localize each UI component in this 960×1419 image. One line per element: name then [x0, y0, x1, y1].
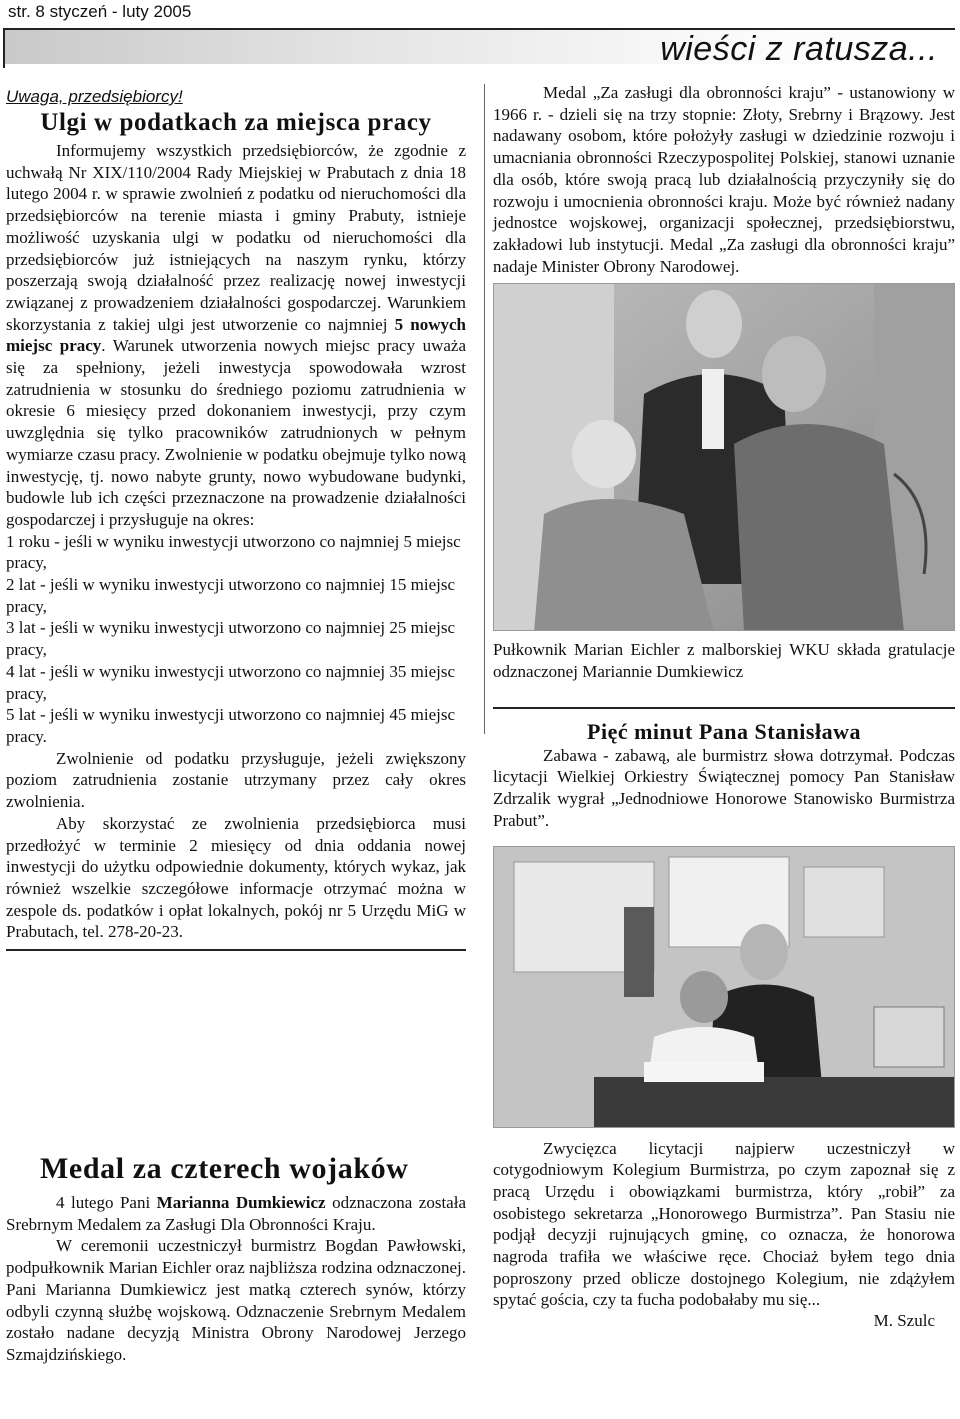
article-paragraph — [6, 140, 466, 531]
text-span: odznaczona została Srebrnym Medalem za Zasługi Dla Obronności Kraju. — [6, 1193, 466, 1234]
left-column — [6, 86, 466, 951]
section-divider — [6, 949, 466, 951]
article-paragraph: Aby skorzystać ze zwolnienia przedsiębiorca musi przedłożyć w terminie 2 miesięcy od dnia oddania nowej inwestycji do użytku odpowiednie dokumenty, których wykaz, jak również wszelkie szczegółowe informacje otrzymać można w zespole ds. podatków i opłat lokalnych, pokój nr 5 Urzędu MiG w Prabutach, tel. 278-20-23. — [6, 813, 466, 942]
column-divider — [484, 84, 485, 734]
article-paragraph: W ceremonii uczestniczył burmistrz Bogdan Pawłowski, podpułkownik Marian Eichler oraz najbliższa rodzina odznaczonej. Pani Marianna Dumkiewicz jest matką czterech synów, którzy odbyli czynną służbę wojskową. Odznaczenie Srebrnym Medalem zostało nadane decyzją Ministra Obrony Narodowej Jerzego Szmajdzińskiego. — [6, 1236, 466, 1364]
text-span: Informujemy wszystkich przedsiębiorców, że zgodnie z uchwałą Nr XIX/110/2004 Rady Miejskiej w Prabutach z dnia 18 lutego 2004 r. w sprawie zwolnień z podatku od nieruchomości dla przedsiębiorców na terenie miasta i gminy Prabuty, istnieje możliwość uzyskania ulgi w podatku od nieruchomości dla przedsiębiorców już istniejących na naszym rynku, którzy poszerzają swoją działalność przez realizację nowej inwestycji związanej z prowadzeniem działalności gospodarczej. Warunkiem skorzystania z takiej ulgi jest utworzenie co najmniej — [6, 141, 466, 334]
list-item: 3 lat - jeśli w wyniku inwestycji utworzono co najmniej 25 miejsc pracy, — [6, 618, 455, 660]
article-paragraph: Zwycięzca licytacji najpierw uczestniczył w cotygodniowym Kolegium Burmistrza, po czym zapoznał się z pracą Urzędu i obowiązkami burmistrza, który „robił” za osobistego sekretarza „Honorowego Burmistrza”. Pan Stasiu nie podjął decyzji rujnujących gminę, co oznacza, że honorowa nagroda trafiła we właściwe ręce. Chociaż byłem tego dnia poproszony przed oblicze dostojnego Kolegium, nie zdążyłem spytać gościa, czy ta fucha podobałaby mu się... — [493, 1138, 955, 1310]
ceremony-photo-image — [494, 284, 955, 631]
article-paragraph: Zwolnienie od podatku przysługuje, jeżeli zwiększony poziom zatrudnienia zostanie utrzymany przez cały okres zwolnienia. — [6, 748, 466, 812]
right-column — [493, 82, 955, 1331]
article-title-ulgi: Ulgi w podatkach za miejsca pracy — [40, 109, 432, 136]
list-item: 2 lat - jeśli w wyniku inwestycji utworzono co najmniej 15 miejsc pracy, — [6, 575, 455, 616]
medal-article-body — [6, 1192, 466, 1366]
author-line — [493, 1311, 955, 1331]
text-span: 4 lutego Pani — [56, 1193, 157, 1212]
article-kicker: Uwaga, przedsiębiorcy! — [6, 87, 183, 106]
article-title-medal: Medal za czterech wojaków — [40, 1152, 409, 1185]
author-signature: M. Szulc — [873, 1311, 935, 1331]
section-divider — [493, 707, 955, 709]
list-item: 1 roku - jeśli w wyniku inwestycji utworzono co najmniej 5 miejsc pracy, — [6, 531, 461, 573]
section-title: wieści z ratusza... — [660, 30, 938, 68]
photo-caption: Pułkownik Marian Eichler z malborskiej WKU składa gratulacje odznaczonej Mariannie Dumkiewicz — [493, 640, 955, 682]
bold-text: 5 nowych miejsc pracy — [6, 314, 466, 356]
office-photo — [493, 846, 955, 1128]
bold-text: Marianna Dumkiewicz — [156, 1193, 326, 1212]
list-item: 5 lat - jeśli w wyniku inwestycji utworzono co najmniej 45 miejsc pracy. — [6, 705, 455, 746]
page-info: str. 8 styczeń - luty 2005 — [8, 2, 192, 21]
ceremony-photo — [493, 283, 955, 631]
article-paragraph — [6, 1192, 466, 1235]
office-photo-image — [494, 847, 955, 1128]
list-item: 4 lat - jeśli w wyniku inwestycji utworzono co najmniej 35 miejsc pracy, — [6, 661, 455, 703]
medal-info-paragraph: Medal „Za zasługi dla obronności kraju” - ustanowiony w 1966 r. - dzieli się na trzy stopnie: Złoty, Srebrny i Brązowy. Jest nadawany osobom, które położyły zasługi w dziedzinie rozwoju i umacniania obronności Rzeczypospolitej Polskiej, stanowi uznanie dla osób, które swoją pracą lub działalnością przyczyniły się do rozwoju i umocnienia obronności kraju. Może być również nadany jednostce wojskowej, organizacji społecznej, przedsiębiorstwu, zakładowi lub instytucji. Medal „Za zasługi dla obronności kraju” nadaje Minister Obrony Narodowej. — [493, 83, 955, 276]
article-paragraph: Zabawa - zabawą, ale burmistrz słowa dotrzymał. Podczas licytacji Wielkiej Orkiestry Świątecznej pomocy Pan Stanisław Zdrzalik wygrał „Jednodniowe Honorowe Stanowisko Burmistrza Prabut”. — [493, 745, 955, 830]
article-title-stanislaw: Pięć minut Pana Stanisława — [587, 718, 861, 744]
text-span: . Warunek utworzenia nowych miejsc pracy uważa się za spełniony, jeżeli inwestycja spowodowała wzrost zatrudnienia w stosunku do średniego poziomu zatrudnienia w okresie 6 miesięcy przed dokonaniem inwestycji, przy czym uwzględnia się tylko pracowników zatrudnionych w pełnym wymiarze czasu pracy. Zwolnienie w podatku obejmuje tylko nową inwestycję, tj. nowo nabyte grunty, nowo wybudowane budynki, budowle lub ich części przeznaczone na prowadzenie działalności gospodarczej i przysługuje na okres: — [6, 336, 466, 529]
